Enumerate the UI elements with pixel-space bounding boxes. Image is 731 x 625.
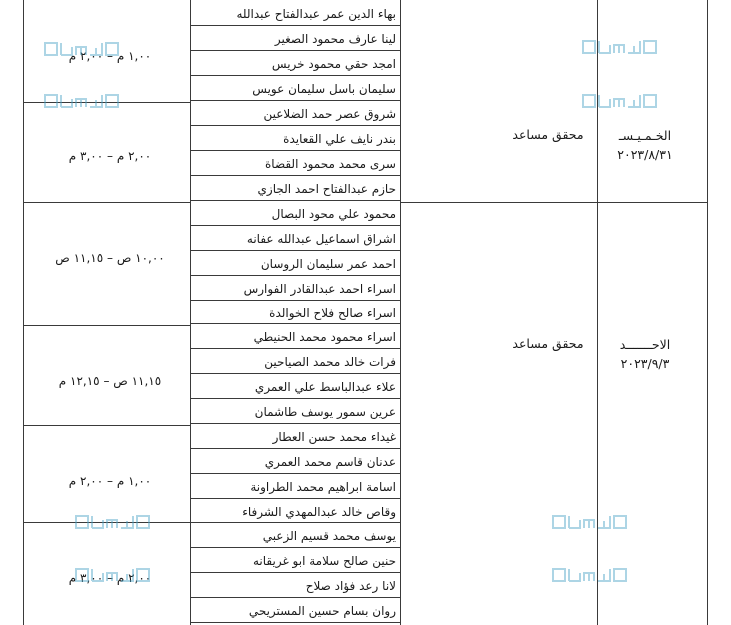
- day-date: ٢٠٢٣/٨/٣١: [617, 147, 673, 162]
- student-name: اسراء صالح فلاح الخوالدة: [269, 306, 396, 320]
- student-name: بهاء الدين عمر عبدالفتاح عبدالله: [236, 7, 396, 21]
- row-divider: [190, 150, 400, 151]
- table-border-mid: [190, 0, 191, 625]
- watermark-logo: [552, 566, 628, 584]
- student-name: وقاص خالد عبدالمهدي الشرفاء: [242, 505, 396, 519]
- role-label: محقق مساعد: [512, 127, 584, 142]
- time-slot: ٢,٠٠ م – ٣,٠٠ م: [68, 571, 152, 585]
- row-divider: [190, 597, 400, 598]
- row-divider: [190, 225, 400, 226]
- student-name: علاء عبدالباسط علي العمري: [254, 380, 396, 394]
- row-divider: [190, 348, 400, 349]
- student-name: اسراء محمود محمد الحنيطي: [253, 330, 396, 344]
- student-name: محمود علي محود البصال: [271, 207, 396, 221]
- row-divider: [190, 25, 400, 26]
- student-name: يوسف محمد قسيم الزعبي: [262, 529, 396, 543]
- day-block: [600, 126, 690, 164]
- day-date: ٢٠٢٣/٩/٣: [620, 356, 670, 371]
- student-name: غيداء محمد حسن العطار: [272, 430, 396, 444]
- row-divider: [190, 175, 400, 176]
- student-name: لانا رعد فؤاد صلاح: [305, 579, 396, 593]
- student-name: اسراء احمد عبدالقادر الفوارس: [243, 282, 396, 296]
- row-divider: [190, 250, 400, 251]
- student-name: لينا عارف محمود الصغير: [274, 32, 396, 46]
- table-border-role: [400, 0, 401, 625]
- watermark-logo: [44, 40, 120, 58]
- row-divider: [190, 50, 400, 51]
- role-label: محقق مساعد: [512, 336, 584, 351]
- row-divider: [190, 100, 400, 101]
- row-divider: [190, 200, 400, 201]
- watermark-logo: [582, 92, 658, 110]
- row-divider: [190, 323, 400, 324]
- row-divider: [190, 398, 400, 399]
- day-divider: [400, 202, 707, 203]
- row-divider: [190, 572, 400, 573]
- row-divider: [190, 275, 400, 276]
- student-name: فرات خالد محمد الصياحين: [264, 355, 396, 369]
- student-name: اشراق اسماعيل عبدالله عفانه: [246, 232, 396, 246]
- watermark-logo: [582, 38, 658, 56]
- time-slot: ١٠,٠٠ ص – ١١,١٥ ص: [55, 251, 165, 265]
- watermark-logo: [75, 566, 151, 584]
- day-block: [600, 335, 690, 373]
- student-name: حنين صالح سلامة ابو غريقانه: [253, 554, 396, 568]
- table-border-right: [707, 0, 708, 625]
- student-name: امجد حقي محمود خريس: [271, 57, 396, 71]
- row-divider: [190, 448, 400, 449]
- student-name: سليمان باسل سليمان عويس: [252, 82, 396, 96]
- row-divider: [190, 622, 400, 623]
- day-name: الاحـــــــد: [619, 337, 671, 352]
- student-name: احمد عمر سليمان الروسان: [260, 257, 396, 271]
- student-name: بندر نايف علي القعايدة: [283, 132, 396, 146]
- row-divider: [190, 75, 400, 76]
- row-divider: [190, 547, 400, 548]
- time-slot: ٢,٠٠ م – ٣,٠٠ م: [68, 149, 152, 163]
- row-divider: [190, 522, 400, 523]
- student-name: سرى محمد محمود القضاة: [265, 157, 396, 171]
- time-slot: ١,٠٠ م – ٢,٠٠ م: [68, 49, 152, 63]
- table-border-left: [23, 0, 24, 625]
- row-divider: [190, 498, 400, 499]
- student-name: حازم عبدالفتاح احمد الجازي: [257, 182, 396, 196]
- watermark-logo: [552, 513, 628, 531]
- student-name: شروق عصر حمد الضلاعين: [263, 107, 396, 121]
- student-name: اسامة ابراهيم محمد الطراونة: [250, 480, 396, 494]
- row-divider: [190, 373, 400, 374]
- row-divider: [190, 125, 400, 126]
- watermark-logo: [75, 513, 151, 531]
- time-slot: ١١,١٥ ص – ١٢,١٥ م: [58, 374, 162, 388]
- row-divider: [190, 300, 400, 301]
- student-name: عرين سمور يوسف طاشمان: [254, 405, 396, 419]
- time-slot: ١,٠٠ م – ٢,٠٠ م: [68, 474, 152, 488]
- day-name: الخـمـيـسـ: [618, 128, 672, 143]
- group-divider: [23, 202, 190, 203]
- group-divider: [23, 325, 190, 326]
- row-divider: [190, 423, 400, 424]
- watermark-logo: [44, 92, 120, 110]
- group-divider: [23, 425, 190, 426]
- row-divider: [190, 473, 400, 474]
- student-name: عدنان قاسم محمد العمري: [264, 455, 396, 469]
- student-name: روان بسام حسين المستريحي: [248, 604, 396, 618]
